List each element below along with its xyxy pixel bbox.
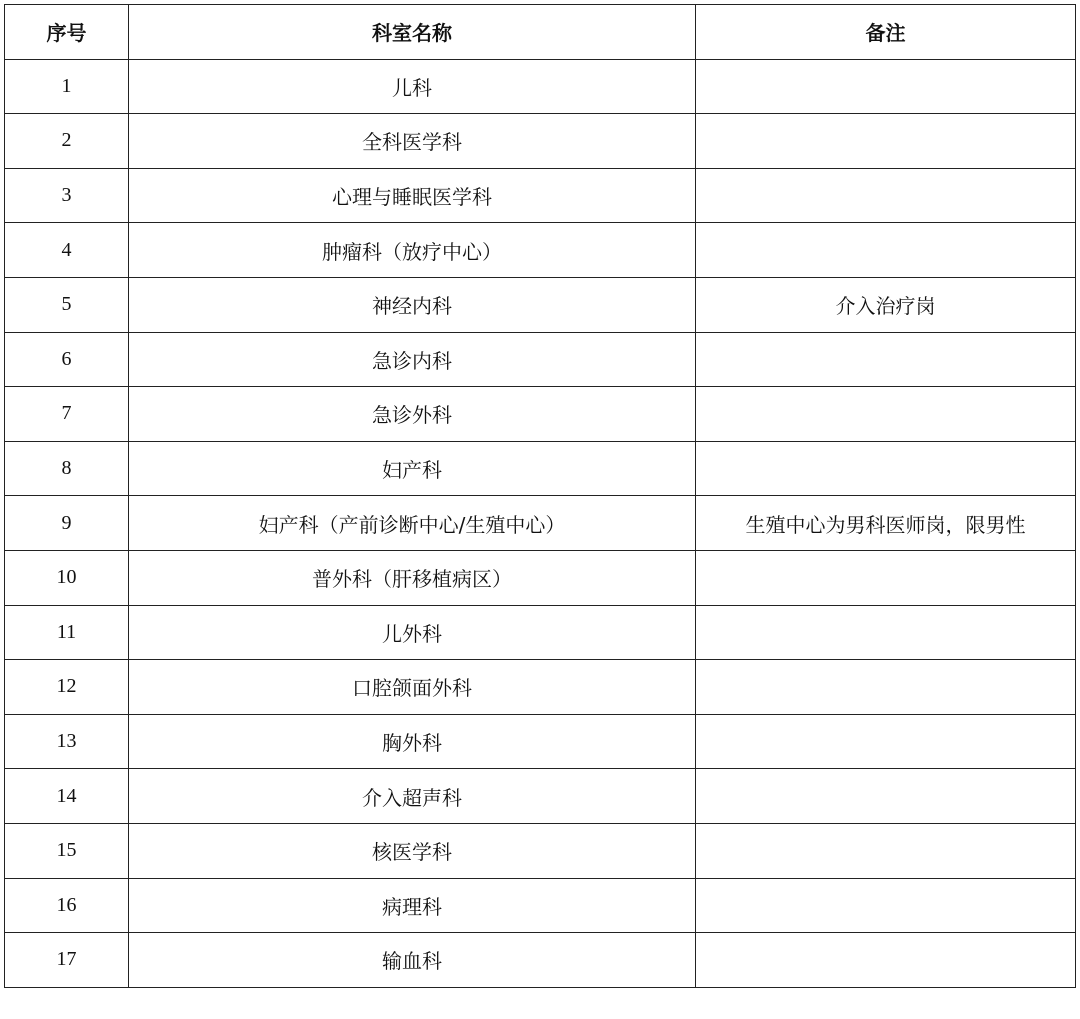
row-note bbox=[696, 878, 1076, 933]
row-dept: 儿外科 bbox=[129, 605, 696, 660]
row-num: 7 bbox=[5, 387, 129, 442]
row-num: 4 bbox=[5, 223, 129, 278]
header-row bbox=[5, 5, 1076, 60]
row-dept: 妇产科（产前诊断中心/生殖中心） bbox=[129, 496, 696, 551]
department-table bbox=[4, 4, 1076, 988]
row-dept: 病理科 bbox=[129, 878, 696, 933]
row-note bbox=[696, 605, 1076, 660]
table-row bbox=[5, 933, 1076, 988]
row-dept: 妇产科 bbox=[129, 441, 696, 496]
table-row bbox=[5, 441, 1076, 496]
row-note: 介入治疗岗 bbox=[696, 277, 1076, 332]
row-num: 6 bbox=[5, 332, 129, 387]
row-note bbox=[696, 332, 1076, 387]
row-dept: 急诊外科 bbox=[129, 387, 696, 442]
row-dept: 儿科 bbox=[129, 59, 696, 114]
row-note bbox=[696, 441, 1076, 496]
row-dept: 输血科 bbox=[129, 933, 696, 988]
row-note bbox=[696, 550, 1076, 605]
row-note bbox=[696, 714, 1076, 769]
row-dept: 胸外科 bbox=[129, 714, 696, 769]
row-num: 10 bbox=[5, 550, 129, 605]
row-dept: 核医学科 bbox=[129, 823, 696, 878]
table-row bbox=[5, 823, 1076, 878]
row-num: 2 bbox=[5, 114, 129, 169]
row-note bbox=[696, 660, 1076, 715]
row-num: 1 bbox=[5, 59, 129, 114]
table-row bbox=[5, 496, 1076, 551]
row-note bbox=[696, 823, 1076, 878]
row-num: 3 bbox=[5, 168, 129, 223]
row-num: 12 bbox=[5, 660, 129, 715]
table-row bbox=[5, 714, 1076, 769]
table-row bbox=[5, 223, 1076, 278]
table-row bbox=[5, 59, 1076, 114]
table-row bbox=[5, 114, 1076, 169]
row-num: 14 bbox=[5, 769, 129, 824]
row-note: 生殖中心为男科医师岗，限男性 bbox=[696, 496, 1076, 551]
row-dept: 心理与睡眠医学科 bbox=[129, 168, 696, 223]
table-row bbox=[5, 550, 1076, 605]
row-dept: 肿瘤科（放疗中心） bbox=[129, 223, 696, 278]
row-dept: 介入超声科 bbox=[129, 769, 696, 824]
table-row bbox=[5, 168, 1076, 223]
row-note bbox=[696, 769, 1076, 824]
row-dept: 急诊内科 bbox=[129, 332, 696, 387]
table-row bbox=[5, 660, 1076, 715]
row-note bbox=[696, 223, 1076, 278]
table-header bbox=[5, 5, 1076, 60]
row-note bbox=[696, 168, 1076, 223]
department-table-container bbox=[4, 4, 1075, 988]
row-dept: 口腔颌面外科 bbox=[129, 660, 696, 715]
table-row bbox=[5, 332, 1076, 387]
table-body bbox=[5, 59, 1076, 987]
row-note bbox=[696, 387, 1076, 442]
header-num: 序号 bbox=[5, 5, 129, 60]
row-num: 13 bbox=[5, 714, 129, 769]
table-row bbox=[5, 277, 1076, 332]
row-num: 5 bbox=[5, 277, 129, 332]
row-num: 8 bbox=[5, 441, 129, 496]
table-row bbox=[5, 605, 1076, 660]
row-dept: 神经内科 bbox=[129, 277, 696, 332]
header-dept: 科室名称 bbox=[129, 5, 696, 60]
row-num: 9 bbox=[5, 496, 129, 551]
row-note bbox=[696, 114, 1076, 169]
row-num: 16 bbox=[5, 878, 129, 933]
row-note bbox=[696, 59, 1076, 114]
row-dept: 全科医学科 bbox=[129, 114, 696, 169]
table-row bbox=[5, 769, 1076, 824]
row-note bbox=[696, 933, 1076, 988]
header-note: 备注 bbox=[696, 5, 1076, 60]
row-num: 11 bbox=[5, 605, 129, 660]
row-num: 17 bbox=[5, 933, 129, 988]
row-num: 15 bbox=[5, 823, 129, 878]
table-row bbox=[5, 387, 1076, 442]
table-row bbox=[5, 878, 1076, 933]
row-dept: 普外科（肝移植病区） bbox=[129, 550, 696, 605]
